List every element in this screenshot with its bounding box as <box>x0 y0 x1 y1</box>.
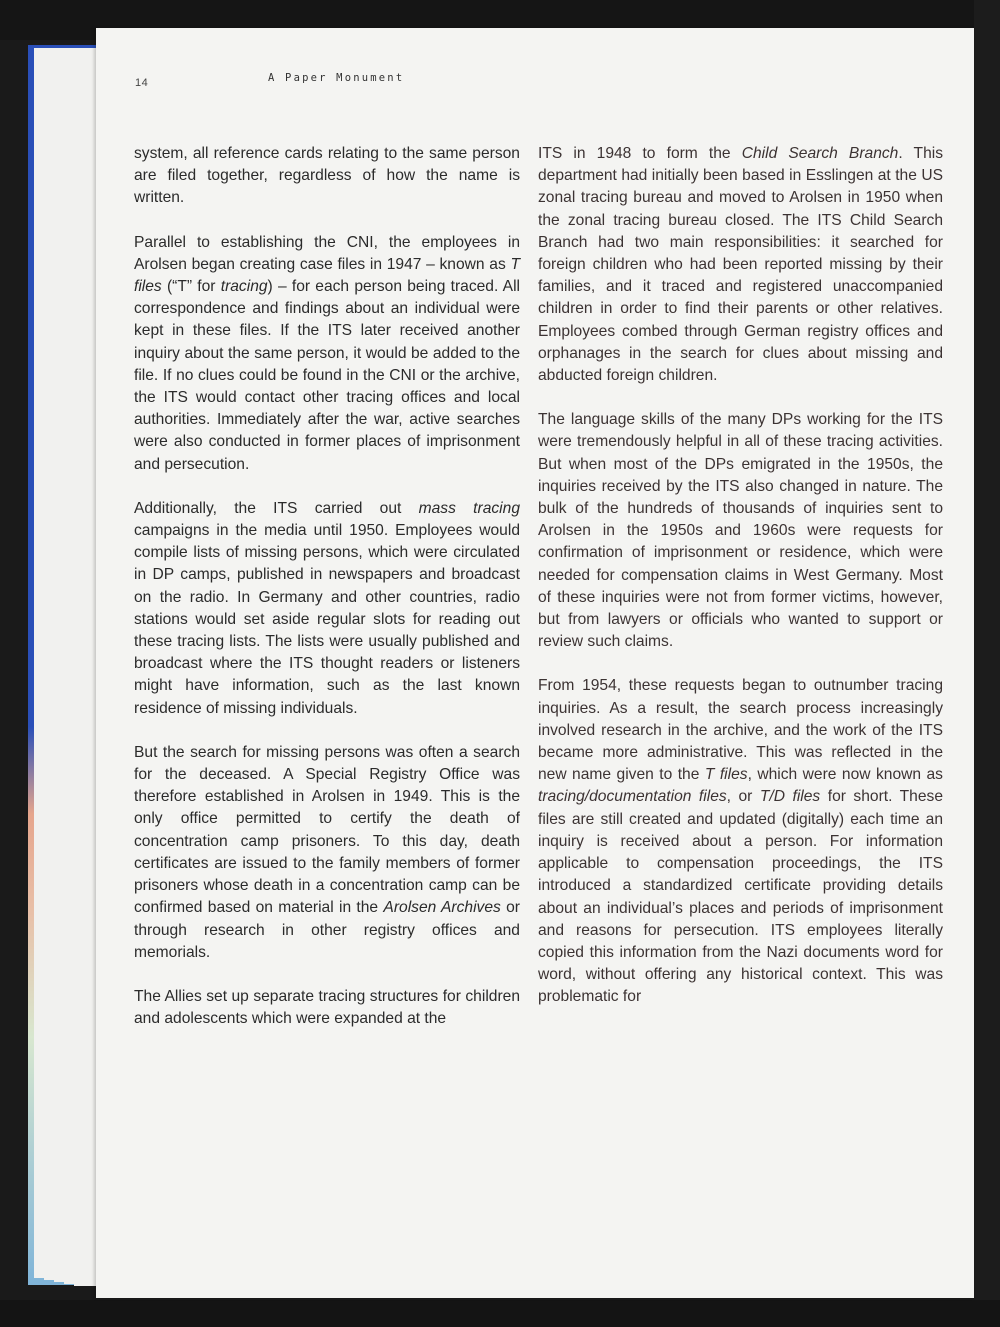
running-head: A Paper Monument <box>268 72 405 84</box>
book-page <box>96 28 974 1298</box>
page-edge <box>74 64 97 1286</box>
paragraph: system, all reference cards relating to the same person are filed together, regardless of how the name is written. <box>134 145 520 207</box>
page-number: 14 <box>135 77 149 89</box>
paragraph: Additionally, the ITS carried out mass tracing campaigns in the media until 1950. Employees would compile lists of missing persons, which were circulated in DP camps, published in newspapers and broadcast on the radio. In Germany and other countries, radio stations would set aside regular slots for reading out these tracing lists. The lists were usually published and broadcast where the ITS thought readers or listeners might have information, such as the last known residence of missing individuals. <box>134 499 520 717</box>
background-bottom <box>0 1300 1000 1327</box>
paragraph: The Allies set up separate tracing structures for children and adolescents which were expanded at the <box>134 987 520 1028</box>
paragraph: ITS in 1948 to form the Child Search Branch. This department had initially been based in Esslingen at the US zonal tracing bureau and moved to Arolsen in 1950 when the zonal tracing bureau closed. The ITS Child Search Branch had two main responsibilities: it searched for foreign children who had been reported missing by their families, and it traced and registered unaccompanied children in order to find their parents or other relatives. Employees combed through German registry offices and orphanages in the search for clues about missing and abducted foreign children. <box>538 145 943 385</box>
paragraph: Parallel to establishing the CNI, the employees in Arolsen began creating case files in 1947 – known as T files (“T” for tracing) – for each person being traced. All correspondence and findings about an individual were kept in these files. If the ITS later received another inquiry about the same person, it would be added to the file. If no clues could be found in the CNI or the archive, the ITS would contact other tracing offices and local authorities. Immediately after the war, active searches were also conducted in former places of imprisonment and persecution. <box>134 233 520 473</box>
paragraph: The language skills of the many DPs working for the ITS were tremendously helpful in all of these tracing activities. But when most of the DPs emigrated in the 1950s, the inquiries received by the ITS also changed in nature. The bulk of the hundreds of thousands of inquiries sent to Arolsen in the 1950s and 1960s were requests for confirmation of imprisonment or residence, which were needed for compensation claims in West Germany. Most of these inquiries were not from former victims, however, but from lawyers or officials who wanted to support or review such claims. <box>538 411 943 651</box>
left-column <box>134 143 520 1052</box>
paragraph: But the search for missing persons was often a search for the deceased. A Special Registry Office was therefore established in Arolsen in 1949. This is the only office permitted to certify the death of concentration camp prisoners. To this day, death certificates are issued to the family members of former prisoners whose death in a concentration camp can be confirmed based on material in the Arolsen Archives or through research in other registry offices and memorials. <box>134 743 521 961</box>
right-column <box>538 143 943 1031</box>
background-right <box>974 0 1000 1327</box>
paragraph: From 1954, these requests began to outnumber tracing inquiries. As a result, the search process increasingly involved research in the archive, and the work of the ITS became more administrative. This was reflected in the new name given to the T files, which were now known as tracing/documentation files, or T/D files for short. These files are still created and updated (digitally) each time an inquiry is received about a person. For information applicable to compensation proceedings, the ITS introduced a standardized certificate providing details about an individual’s places and periods of imprisonment and reasons for persecution. ITS employees literally copied this information from the Nazi documents word for word, without offering any historical context. This was problematic for <box>538 677 943 1006</box>
